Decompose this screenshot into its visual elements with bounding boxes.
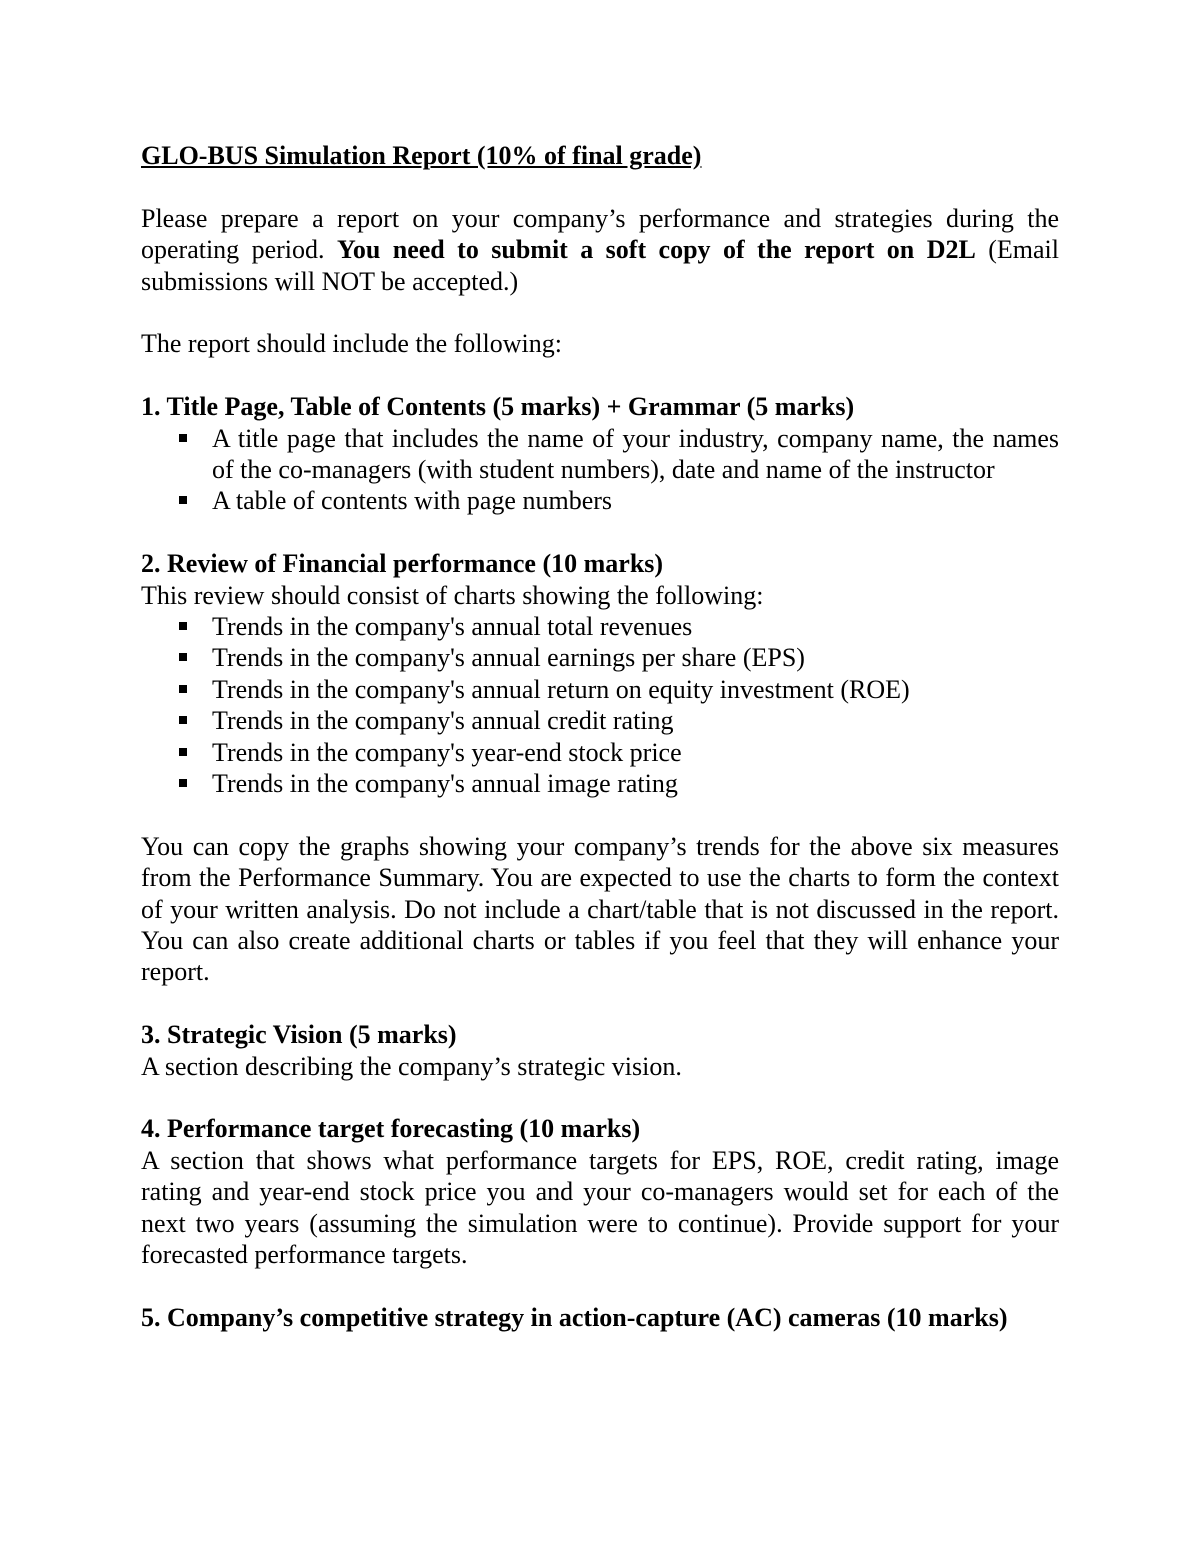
section-2-note: You can copy the graphs showing your company’s trends for the above six measures from the Performance Summary. You are expected to use the charts to form the context of your written analysis. Do not include a chart/table that is not discussed in the report. You can also create additional charts or tables if you feel that they will enhance your report. <box>141 831 1059 987</box>
section-2-heading: 2. Review of Financial performance (10 marks) <box>141 549 664 579</box>
list-item <box>141 674 1059 705</box>
document-title: GLO-BUS Simulation Report (10% of final grade) <box>141 141 702 170</box>
square-bullet-icon <box>179 622 187 630</box>
list-item <box>141 611 1059 642</box>
list-item-text: Trends in the company's year-end stock price <box>212 737 682 767</box>
section-2-lead: This review should consist of charts showing the following: <box>141 580 764 610</box>
list-item <box>141 768 1059 799</box>
section-4-body: A section that shows what performance targets for EPS, ROE, credit rating, image rating and year-end stock price you and your co-managers would set for each of the next two years (assuming the simulation were to continue). Provide support for your forecasted performance targets. <box>141 1145 1059 1270</box>
intro-bold-instruction: You need to submit a soft copy of the report on D2L <box>336 235 976 265</box>
list-item <box>141 485 1059 516</box>
spacer <box>141 171 1059 202</box>
list-item-text: Trends in the company's annual return on equity investment (ROE) <box>212 674 910 704</box>
section-2-bullets <box>141 611 1059 799</box>
spacer <box>141 360 1059 391</box>
spacer <box>141 1271 1059 1302</box>
include-line: The report should include the following: <box>141 329 562 359</box>
list-item-text: A title page that includes the name of your industry, company name, the names of the co-managers (with student numbers), date and name of the instructor <box>212 423 1059 485</box>
list-item <box>141 737 1059 768</box>
section-3-heading: 3. Strategic Vision (5 marks) <box>141 1020 457 1050</box>
section-5-heading: 5. Company’s competitive strategy in action-capture (AC) cameras (10 marks) <box>141 1302 1008 1332</box>
list-item-text: Trends in the company's annual total revenues <box>212 612 693 642</box>
intro-text-2: (Email submissions will NOT be accepted.) <box>141 235 1059 296</box>
square-bullet-icon <box>179 685 187 693</box>
list-item-text: Trends in the company's annual earnings per share (EPS) <box>212 643 805 673</box>
list-item <box>141 705 1059 736</box>
section-3-body: A section describing the company’s strategic vision. <box>141 1051 682 1081</box>
list-item-text: A table of contents with page numbers <box>212 486 613 516</box>
square-bullet-icon <box>179 496 187 504</box>
section-1-heading: 1. Title Page, Table of Contents (5 marks) + Grammar (5 marks) <box>141 392 855 422</box>
section-4-heading: 4. Performance target forecasting (10 marks) <box>141 1114 641 1144</box>
spacer <box>141 517 1059 548</box>
square-bullet-icon <box>179 716 187 724</box>
spacer <box>141 988 1059 1019</box>
list-item <box>141 423 1059 486</box>
square-bullet-icon <box>179 779 187 787</box>
spacer <box>141 1082 1059 1113</box>
section-1-bullets <box>141 423 1059 517</box>
list-item-text: Trends in the company's annual credit rating <box>212 706 674 736</box>
square-bullet-icon <box>179 748 187 756</box>
spacer <box>141 799 1059 830</box>
document-page <box>141 140 1059 1333</box>
intro-text-1: Please prepare a report on your company’s performance and strategies during the operating period. <box>141 203 1059 265</box>
list-item <box>141 642 1059 673</box>
square-bullet-icon <box>179 653 187 661</box>
spacer <box>141 297 1059 328</box>
intro-paragraph <box>141 203 1059 297</box>
square-bullet-icon <box>179 434 187 442</box>
list-item-text: Trends in the company's annual image rating <box>212 769 678 799</box>
